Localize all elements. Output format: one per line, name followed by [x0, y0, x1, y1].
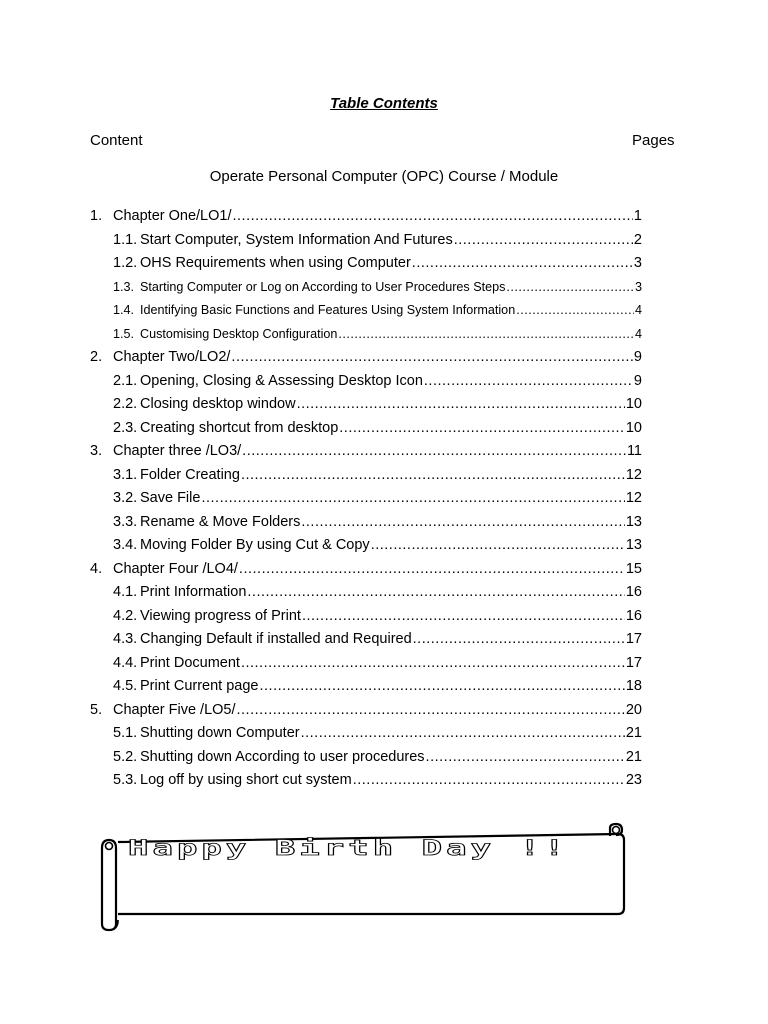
- dot-leader: [516, 299, 634, 323]
- toc-entry[interactable]: [90, 746, 642, 770]
- toc-entry-page: 13: [625, 513, 642, 530]
- toc-entry-page: 11: [626, 443, 642, 459]
- dot-leader: [301, 511, 624, 535]
- dot-leader: [506, 276, 634, 300]
- toc-entry[interactable]: [90, 323, 642, 347]
- toc-entry-title: Print Information: [140, 584, 247, 600]
- dot-leader: [239, 558, 625, 582]
- toc-entry[interactable]: [90, 511, 642, 535]
- toc-entry[interactable]: [90, 652, 642, 676]
- toc-entry-title: Start Computer, System Information And Futures: [140, 231, 453, 248]
- toc-entry-title: Closing desktop window: [140, 396, 296, 412]
- dot-leader: [233, 205, 633, 229]
- toc-entry-page: 18: [625, 678, 642, 694]
- toc-entry[interactable]: [90, 628, 642, 652]
- dot-leader: [201, 487, 624, 511]
- toc-entry-title: Viewing progress of Print: [140, 607, 301, 624]
- toc-entry-page: 9: [633, 349, 642, 365]
- module-subtitle: Operate Personal Computer (OPC) Course / Module: [209, 168, 559, 185]
- toc-entry-title: Changing Default if installed and Required: [140, 631, 412, 647]
- toc-entry-number: 1.5.: [113, 326, 135, 341]
- pages-column-label: Pages: [632, 132, 675, 149]
- toc-entry[interactable]: [90, 370, 642, 394]
- toc-entry-number: 3.2.: [113, 490, 138, 506]
- toc-entry-title: Chapter One/LO1/: [113, 208, 232, 224]
- toc-entry-number: 2.: [90, 349, 103, 365]
- toc-entry-number: 3.4.: [113, 537, 138, 553]
- toc-entry-number: 1.4.: [113, 303, 135, 317]
- toc-entry[interactable]: [90, 769, 642, 793]
- dot-leader: [426, 746, 625, 770]
- toc-entry-number: 4.3.: [113, 631, 138, 647]
- toc-entry-number: 1.1.: [113, 231, 138, 248]
- toc-entry[interactable]: [90, 534, 642, 558]
- banner-text: Happy Birth Day !!: [128, 836, 569, 861]
- toc-entry[interactable]: [90, 699, 642, 723]
- toc-entry[interactable]: [90, 205, 642, 229]
- toc-entry-page: 17: [625, 654, 642, 671]
- toc-entry-title: Customising Desktop Configuration: [140, 326, 338, 341]
- toc-entry-page: 2: [633, 231, 642, 248]
- dot-leader: [247, 581, 624, 605]
- toc-entry-page: 10: [625, 396, 642, 412]
- toc-entry-page: 17: [625, 631, 642, 647]
- dot-leader: [241, 464, 625, 488]
- dot-leader: [231, 346, 633, 370]
- toc-entry-page: 10: [625, 419, 642, 436]
- dot-leader: [297, 393, 625, 417]
- toc-entry-title: Chapter three /LO3/: [113, 443, 242, 459]
- dot-leader: [302, 605, 625, 629]
- dot-leader: [301, 722, 625, 746]
- toc-entry-page: 21: [625, 748, 642, 765]
- toc-entry[interactable]: [90, 229, 642, 253]
- toc-entry-page: 15: [625, 560, 642, 577]
- toc-entry-title: Shutting down Computer: [140, 725, 300, 741]
- toc-entry-page: 20: [625, 701, 642, 718]
- toc-entry-page: 12: [625, 490, 642, 506]
- toc-entry-number: 2.3.: [113, 419, 138, 436]
- dot-leader: [259, 675, 624, 699]
- toc-entry-page: 9: [633, 372, 642, 389]
- toc-entry-number: 1.2.: [113, 255, 138, 271]
- dot-leader: [338, 323, 634, 347]
- toc-entry[interactable]: [90, 581, 642, 605]
- toc-entry-title: Chapter Five /LO5/: [113, 701, 236, 718]
- toc-entry-page: 3: [633, 255, 642, 271]
- toc-entry-page: 1: [633, 208, 642, 224]
- toc-entry-number: 3.: [90, 443, 103, 459]
- toc-entry[interactable]: [90, 417, 642, 441]
- toc-entry-number: 5.3.: [113, 772, 138, 788]
- toc-entry-number: 2.1.: [113, 372, 138, 389]
- toc-entry-number: 2.2.: [113, 396, 138, 412]
- page-title: Table Contents: [330, 95, 438, 112]
- toc-entry[interactable]: [90, 440, 642, 464]
- toc-entry-number: 4.2.: [113, 607, 138, 624]
- toc-entry-title: OHS Requirements when using Computer: [140, 255, 411, 271]
- toc-entry-title: Starting Computer or Log on According to User Procedures Steps: [140, 279, 506, 294]
- toc-entry-number: 5.1.: [113, 725, 138, 741]
- toc-entry[interactable]: [90, 464, 642, 488]
- toc-entry[interactable]: [90, 675, 642, 699]
- dot-leader: [424, 370, 633, 394]
- toc-entry[interactable]: [90, 558, 642, 582]
- dot-leader: [339, 417, 625, 441]
- toc-entry-title: Save File: [140, 490, 201, 506]
- toc-entry[interactable]: [90, 252, 642, 276]
- toc-entry-page: 16: [625, 607, 642, 624]
- dot-leader: [413, 628, 625, 652]
- toc-entry[interactable]: [90, 299, 642, 323]
- dot-leader: [454, 229, 633, 253]
- dot-leader: [241, 652, 625, 676]
- toc-entry[interactable]: [90, 346, 642, 370]
- toc-entry[interactable]: [90, 605, 642, 629]
- toc-entry-title: Chapter Four /LO4/: [113, 560, 238, 577]
- toc-entry-title: Print Current page: [140, 678, 259, 694]
- table-of-contents: [90, 205, 642, 793]
- toc-entry[interactable]: [90, 487, 642, 511]
- toc-entry[interactable]: [90, 393, 642, 417]
- toc-entry-number: 3.1.: [113, 466, 138, 483]
- toc-entry-page: 3: [634, 279, 642, 294]
- toc-entry-title: Log off by using short cut system: [140, 772, 352, 788]
- toc-entry-title: Moving Folder By using Cut & Copy: [140, 537, 370, 553]
- toc-entry-title: Identifying Basic Functions and Features Using System Information: [140, 303, 516, 317]
- toc-entry-title: Chapter Two/LO2/: [113, 349, 231, 365]
- toc-entry-title: Shutting down According to user procedures: [140, 748, 425, 765]
- toc-entry[interactable]: [90, 722, 642, 746]
- toc-entry-number: 4.5.: [113, 678, 138, 694]
- toc-entry-page: 23: [625, 772, 642, 788]
- toc-entry-page: 16: [625, 584, 642, 600]
- dot-leader: [242, 440, 626, 464]
- toc-entry-title: Creating shortcut from desktop: [140, 419, 339, 436]
- content-column-label: Content: [90, 132, 143, 149]
- toc-entry-page: 13: [625, 537, 642, 553]
- toc-entry-title: Opening, Closing & Assessing Desktop Icon: [140, 372, 423, 389]
- toc-entry-page: 4: [634, 326, 642, 341]
- toc-entry[interactable]: [90, 276, 642, 300]
- toc-entry-page: 21: [625, 725, 642, 741]
- toc-entry-number: 3.3.: [113, 513, 138, 530]
- toc-entry-number: 5.: [90, 701, 103, 718]
- dot-leader: [237, 699, 625, 723]
- toc-entry-title: Folder Creating: [140, 466, 240, 483]
- toc-entry-number: 4.: [90, 560, 103, 577]
- toc-entry-number: 4.1.: [113, 584, 138, 600]
- toc-entry-title: Print Document: [140, 654, 240, 671]
- toc-entry-number: 4.4.: [113, 654, 138, 671]
- dot-leader: [412, 252, 633, 276]
- toc-entry-number: 1.3.: [113, 279, 135, 294]
- toc-entry-page: 12: [625, 466, 642, 483]
- toc-entry-number: 5.2.: [113, 748, 138, 765]
- dot-leader: [353, 769, 625, 793]
- toc-entry-title: Rename & Move Folders: [140, 513, 301, 530]
- toc-entry-page: 4: [634, 303, 642, 317]
- toc-entry-number: 1.: [90, 208, 103, 224]
- dot-leader: [371, 534, 625, 558]
